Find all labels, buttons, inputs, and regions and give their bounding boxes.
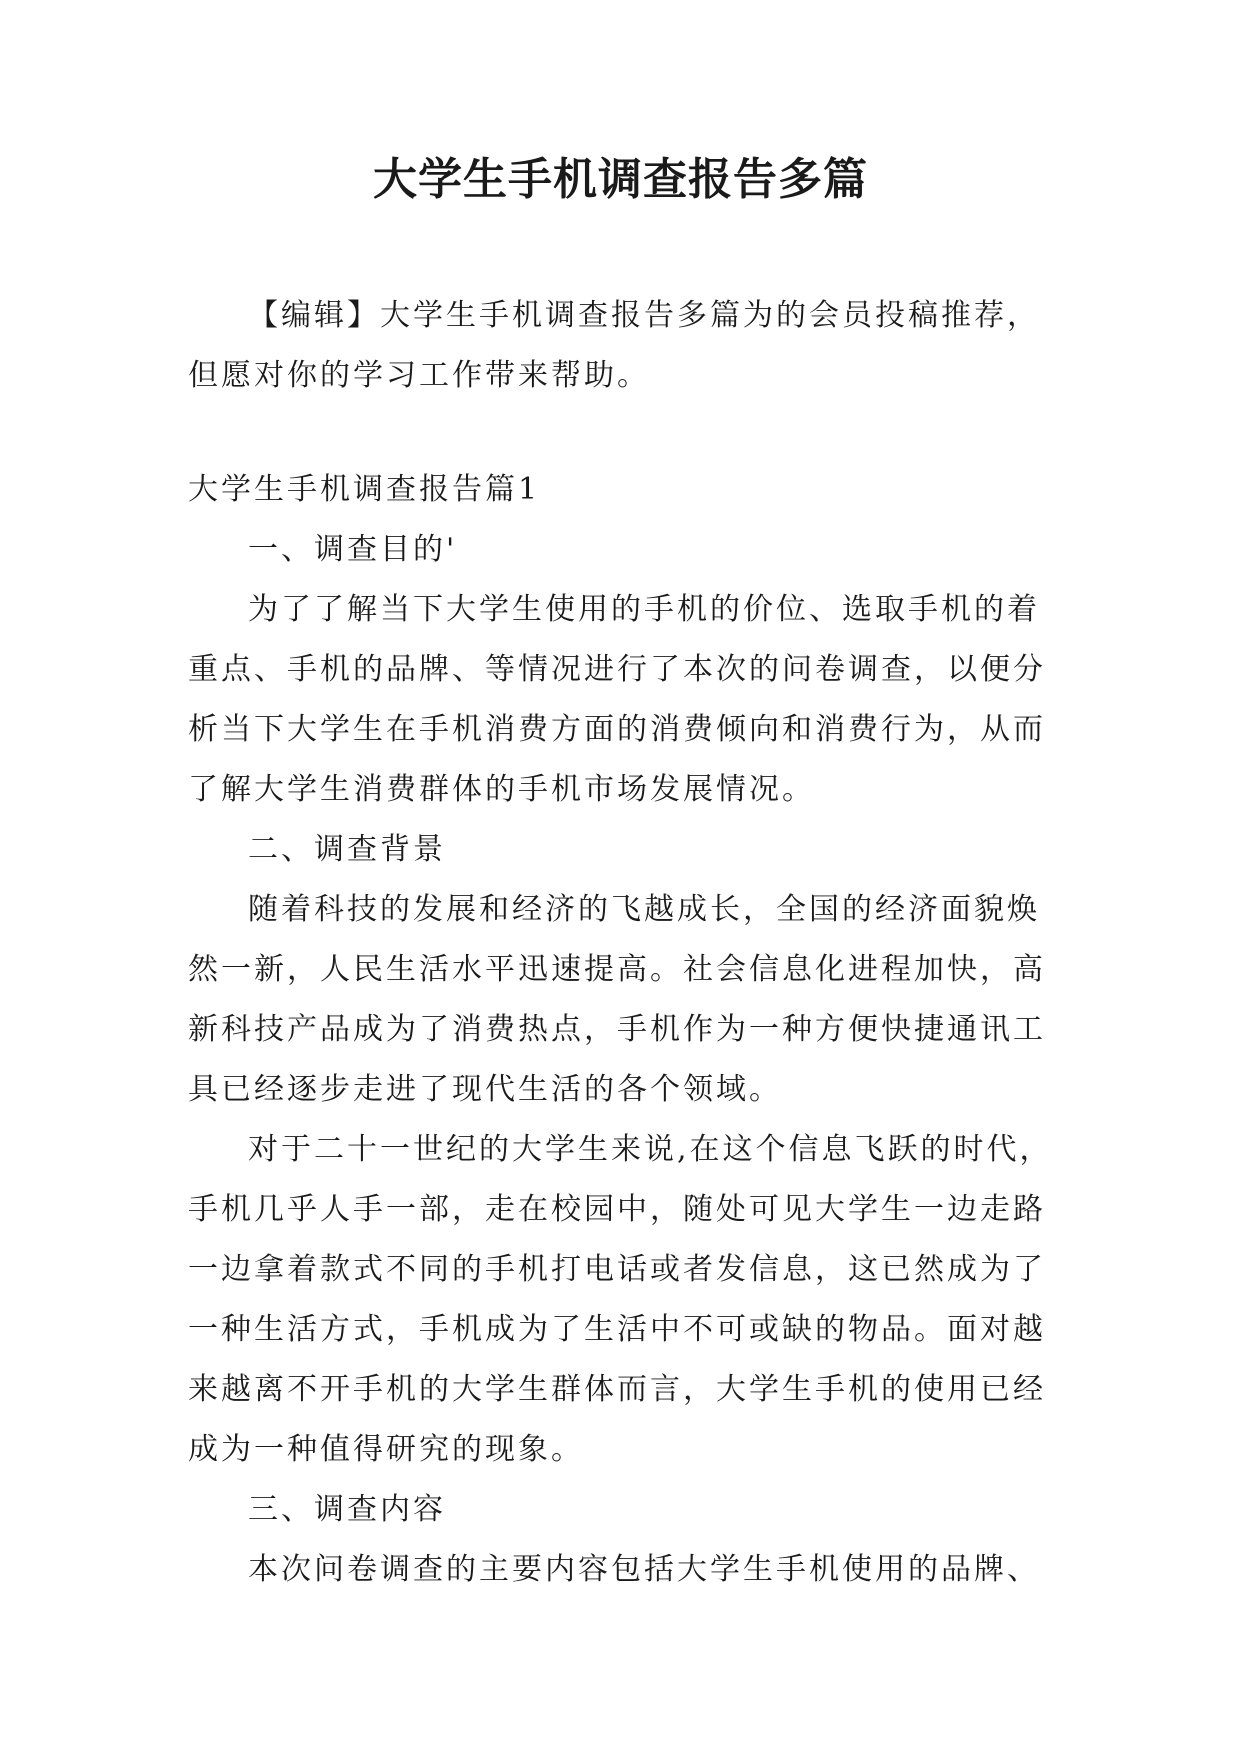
paragraph-content: 本次问卷调查的主要内容包括大学生手机使用的品牌、 <box>248 1552 1040 1587</box>
paragraph-background-1: 随着科技的发展和经济的飞越成长，全国的经济面貌焕然一新，人民生活水平迅速提高。社会信息化进程加快，高新科技产品成为了消费热点，手机作为一种方便快捷通讯工具已经逐步走进了现代生活的各个领域。 <box>188 892 1046 1107</box>
intro-paragraph: 【编辑】大学生手机调查报告多篇为的会员投稿推荐，但愿对你的学习工作带来帮助。 <box>188 298 1040 393</box>
intro-block <box>188 286 1058 406</box>
paragraph-purpose: 为了了解当下大学生使用的手机的价位、选取手机的着重点、手机的品牌、等情况进行了本次的问卷调查，以便分析当下大学生在手机消费方面的消费倾向和消费行为，从而了解大学生消费群体的手机市场发展情况。 <box>188 592 1046 807</box>
heading-content: 三、调查内容 <box>248 1492 446 1527</box>
section-title: 大学生手机调查报告篇1 <box>188 472 541 507</box>
paragraph-background-2: 对于二十一世纪的大学生来说,在这个信息飞跃的时代，手机几乎人手一部，走在校园中，随处可见大学生一边走路一边拿着款式不同的手机打电话或者发信息，这已然成为了一种生活方式，手机成为了生活中不可或缺的物品。面对越来越离不开手机的大学生群体而言，大学生手机的使用已经成为一种值得研究的现象。 <box>188 1132 1053 1467</box>
heading-background: 二、调查背景 <box>248 832 446 867</box>
report-section <box>188 460 1058 1600</box>
heading-purpose: 一、调查目的' <box>248 532 458 567</box>
document-title: 大学生手机调查报告多篇 <box>373 154 868 205</box>
